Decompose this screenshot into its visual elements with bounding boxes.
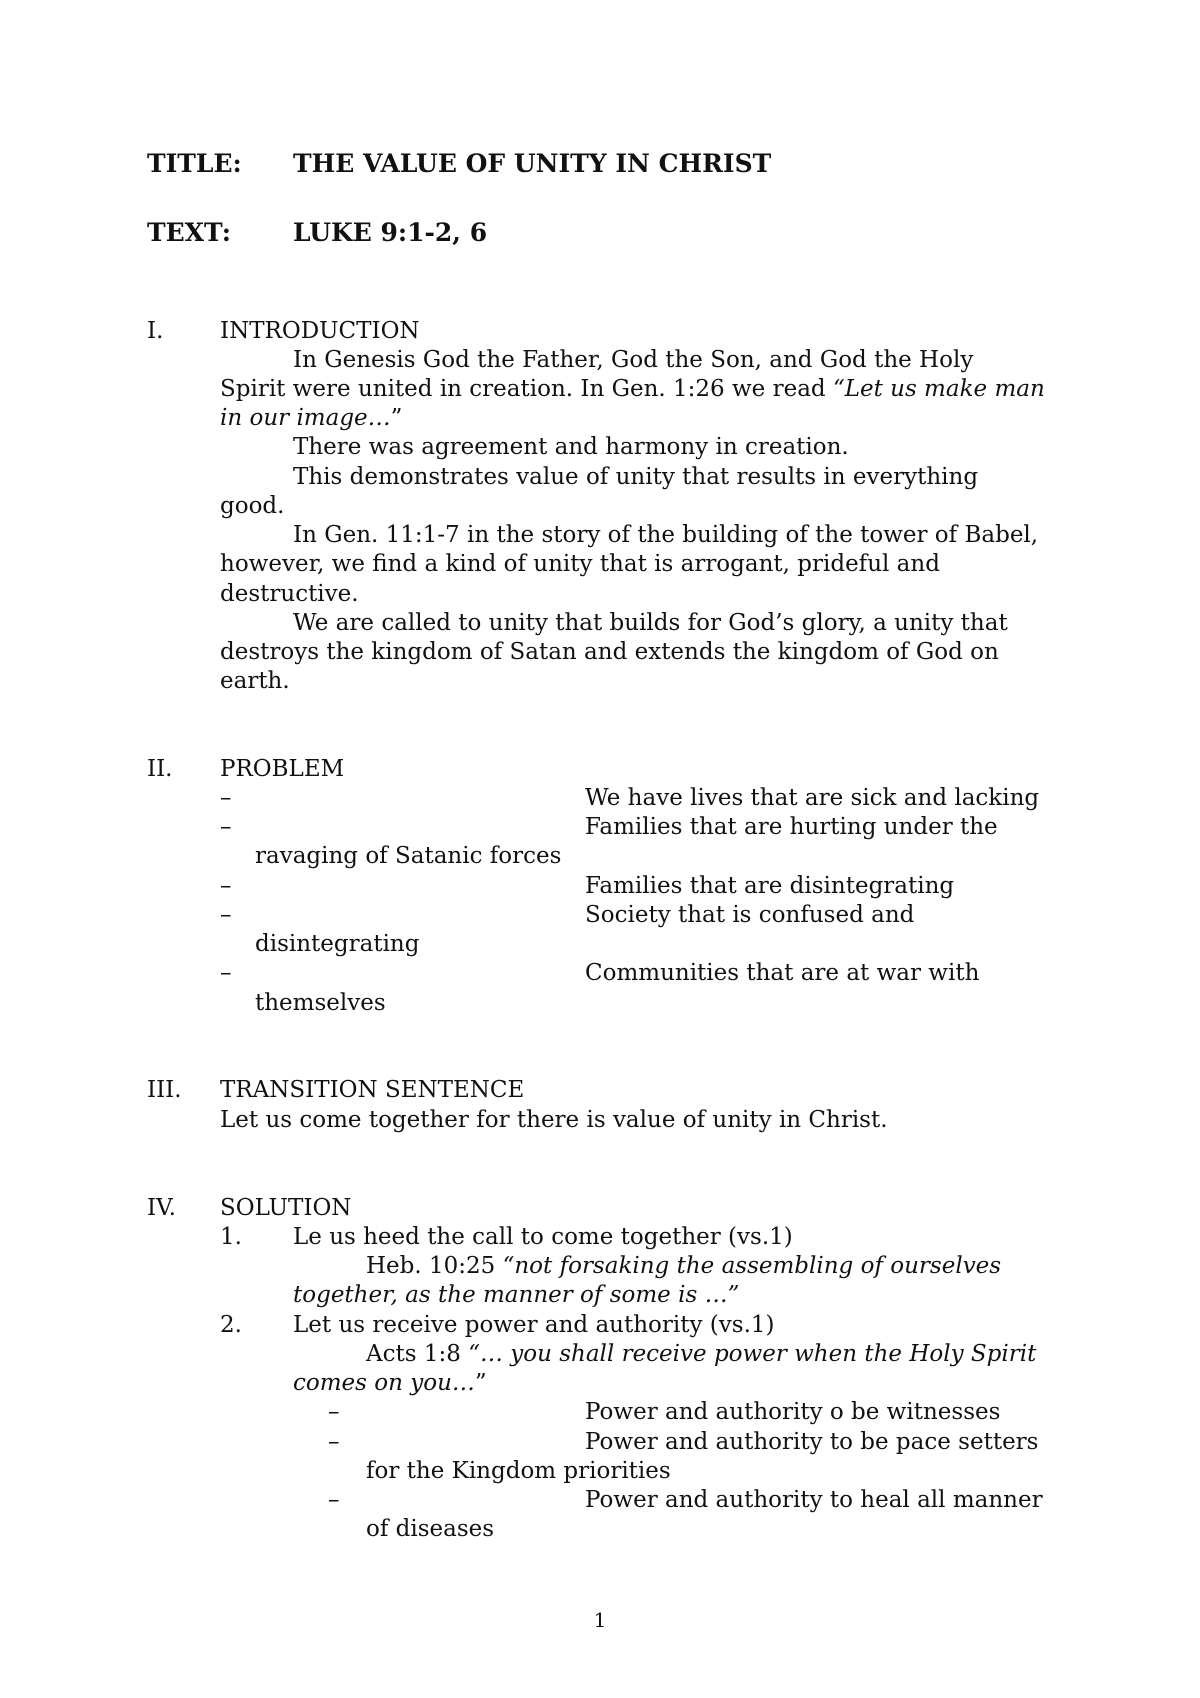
section-heading: SOLUTION <box>220 1195 352 1221</box>
sub-item-continuation: of diseases <box>366 1516 495 1542</box>
body-line: This demonstrates value of unity that results in everything <box>293 464 979 490</box>
bullet-dash: – <box>328 1487 340 1513</box>
scripture-quote: comes on you…” <box>293 1370 487 1396</box>
bullet-dash: – <box>220 902 232 928</box>
body-line: In Gen. 11:1-7 in the story of the building of the tower of Babel, <box>293 522 1039 548</box>
text-value: LUKE 9:1-2, 6 <box>293 218 488 247</box>
sub-item: Power and authority to heal all manner <box>585 1487 1043 1513</box>
title-value: THE VALUE OF UNITY IN CHRIST <box>293 149 772 178</box>
bullet-dash: – <box>220 960 232 986</box>
title-label: TITLE: <box>147 149 242 178</box>
body-line: in our image…” <box>220 405 403 431</box>
sub-item: Power and authority to be pace setters <box>585 1429 1039 1455</box>
bullet-dash: – <box>220 785 232 811</box>
section-heading: TRANSITION SENTENCE <box>220 1077 525 1103</box>
scripture-quote: Acts 1:8 “… you shall receive power when the Holy Spirit <box>366 1341 1037 1367</box>
point-text: Le us heed the call to come together (vs.1) <box>293 1224 793 1250</box>
body-line: There was agreement and harmony in creation. <box>293 434 849 460</box>
list-item: Families that are hurting under the <box>585 814 998 840</box>
bullet-dash: – <box>220 873 232 899</box>
body-line: destructive. <box>220 581 359 607</box>
bullet-dash: – <box>220 814 232 840</box>
scripture-quote: together, as the manner of some is …” <box>293 1282 740 1308</box>
list-item: Society that is confused and <box>585 902 915 928</box>
page-number: 1 <box>593 1608 607 1632</box>
body-line: however, we find a kind of unity that is arrogant, prideful and <box>220 551 940 577</box>
list-item: We have lives that are sick and lacking <box>585 785 1040 811</box>
list-item-continuation: disintegrating <box>255 931 420 957</box>
body-line: good. <box>220 493 285 519</box>
list-item: Families that are disintegrating <box>585 873 955 899</box>
text-label: TEXT: <box>147 218 231 247</box>
bullet-dash: – <box>328 1399 340 1425</box>
point-number: 2. <box>220 1312 242 1338</box>
body-line: earth. <box>220 668 290 694</box>
sub-item: Power and authority o be witnesses <box>585 1399 1001 1425</box>
bullet-dash: – <box>328 1429 340 1455</box>
list-item: Communities that are at war with <box>585 960 980 986</box>
section-numeral: II. <box>147 756 173 782</box>
point-text: Let us receive power and authority (vs.1) <box>293 1312 775 1338</box>
body-line: Spirit were united in creation. In Gen. 1:26 we read “Let us make man <box>220 376 1045 402</box>
section-numeral: III. <box>147 1077 182 1103</box>
scripture-quote: Heb. 10:25 “not forsaking the assembling of ourselves <box>366 1253 1002 1279</box>
body-line: Let us come together for there is value of unity in Christ. <box>220 1107 888 1133</box>
body-line: We are called to unity that builds for God’s glory, a unity that <box>293 610 1008 636</box>
section-numeral: IV. <box>147 1195 176 1221</box>
body-line: destroys the kingdom of Satan and extends the kingdom of God on <box>220 639 999 665</box>
list-item-continuation: themselves <box>255 990 386 1016</box>
section-numeral: I. <box>147 318 164 344</box>
point-number: 1. <box>220 1224 242 1250</box>
body-line: In Genesis God the Father, God the Son, and God the Holy <box>293 347 974 373</box>
list-item-continuation: ravaging of Satanic forces <box>255 843 562 869</box>
section-heading: PROBLEM <box>220 756 345 782</box>
sub-item-continuation: for the Kingdom priorities <box>366 1458 671 1484</box>
section-heading: INTRODUCTION <box>220 318 420 344</box>
